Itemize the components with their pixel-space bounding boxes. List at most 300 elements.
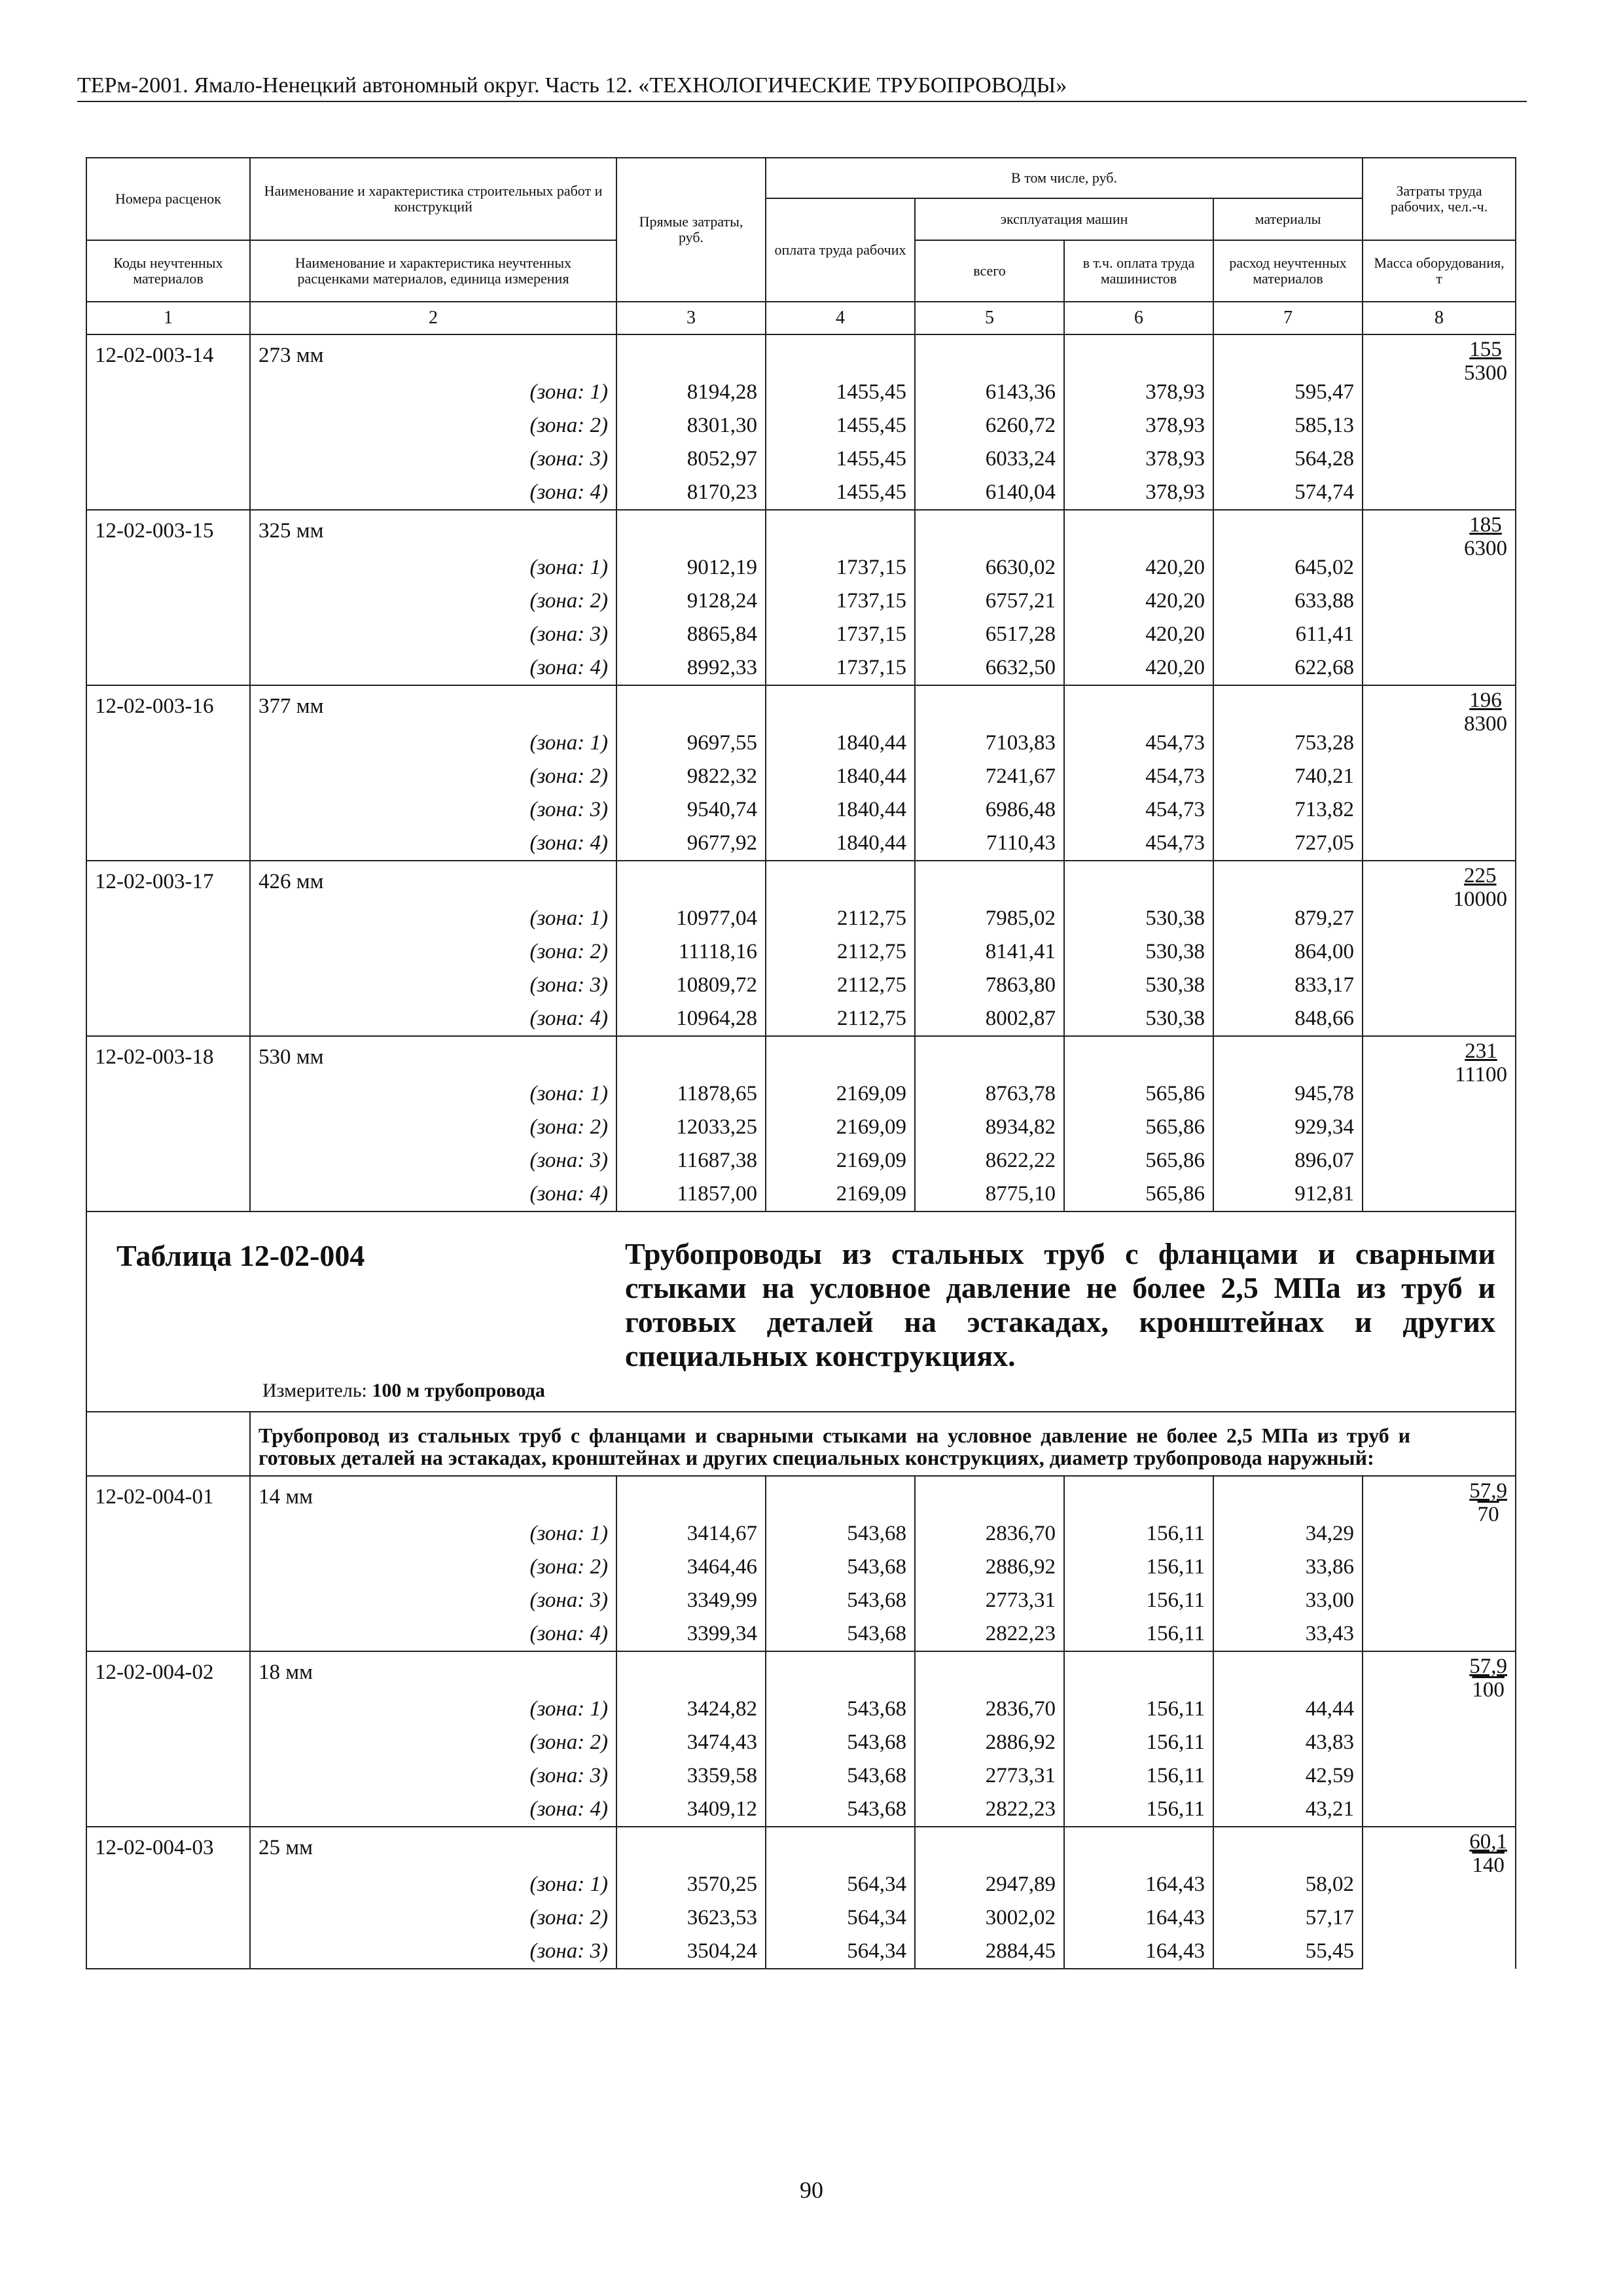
- worker-pay: 1455,45: [766, 409, 915, 442]
- direct-costs: 3414,67: [616, 1517, 766, 1551]
- materials: 44,44: [1213, 1693, 1363, 1726]
- empty-cell: [1064, 1476, 1213, 1517]
- zone-row: [86, 1759, 1516, 1793]
- table-body: [86, 158, 1516, 1969]
- worker-pay: 543,68: [766, 1551, 915, 1584]
- empty-cell: [86, 1111, 250, 1144]
- machinist-pay: 156,11: [1064, 1551, 1213, 1584]
- labor-mass-cell: [1363, 1476, 1516, 1651]
- zone-row: [86, 651, 1516, 685]
- machines-total: 6140,04: [915, 476, 1064, 510]
- empty-cell: [915, 334, 1064, 376]
- materials: 43,21: [1213, 1793, 1363, 1827]
- worker-pay: 2169,09: [766, 1177, 915, 1211]
- materials: 585,13: [1213, 409, 1363, 442]
- empty-cell: [86, 902, 250, 935]
- direct-costs: 8992,33: [616, 651, 766, 685]
- worker-pay: 2112,75: [766, 902, 915, 935]
- empty-cell: [766, 510, 915, 551]
- header-material-names: Наименование и характеристика неучтенных расценками материалов, единица измерения: [250, 240, 616, 302]
- labor-mass-cell: [1363, 510, 1516, 685]
- machinist-pay: 164,43: [1064, 1935, 1213, 1969]
- empty-cell: [86, 935, 250, 969]
- zone-label: (зона: 3): [250, 1935, 616, 1969]
- materials: 595,47: [1213, 376, 1363, 409]
- empty-cell: [766, 861, 915, 902]
- materials: 55,45: [1213, 1935, 1363, 1969]
- zone-label: (зона: 3): [250, 618, 616, 651]
- rate-name: 325 мм: [250, 510, 616, 551]
- labor-mass-cell: [1363, 334, 1516, 510]
- zone-label: (зона: 1): [250, 376, 616, 409]
- worker-pay: 564,34: [766, 1901, 915, 1935]
- empty-cell: [616, 685, 766, 726]
- materials: 848,66: [1213, 1002, 1363, 1036]
- empty-cell: [766, 1476, 915, 1517]
- zone-row: [86, 827, 1516, 861]
- machinist-pay: 164,43: [1064, 1868, 1213, 1901]
- direct-costs: 8865,84: [616, 618, 766, 651]
- empty-cell: [1213, 1651, 1363, 1693]
- machinist-pay: 565,86: [1064, 1077, 1213, 1111]
- machinist-pay: 156,11: [1064, 1517, 1213, 1551]
- empty-cell: [86, 1144, 250, 1177]
- equipment-mass: 6300: [1464, 537, 1508, 560]
- machines-total: 6517,28: [915, 618, 1064, 651]
- labor-over-mass: [1464, 513, 1507, 560]
- empty-cell: [86, 476, 250, 510]
- direct-costs: 9128,24: [616, 584, 766, 618]
- empty-cell: [86, 1935, 250, 1969]
- worker-pay: 564,34: [766, 1868, 915, 1901]
- empty-cell: [1213, 510, 1363, 551]
- empty-cell: [616, 334, 766, 376]
- labor-mass-cell: [1363, 685, 1516, 861]
- empty-cell: [86, 726, 250, 760]
- zone-row: [86, 1077, 1516, 1111]
- labor-over-mass: [1454, 864, 1508, 911]
- materials: 33,86: [1213, 1551, 1363, 1584]
- empty-cell: [1213, 861, 1363, 902]
- materials: 740,21: [1213, 760, 1363, 793]
- header-direct-costs: Прямые затраты, руб.: [616, 158, 766, 302]
- labor-over-mass: [1469, 1655, 1507, 1702]
- zone-row: [86, 1617, 1516, 1651]
- zone-label: (зона: 4): [250, 827, 616, 861]
- column-number: 7: [1213, 302, 1363, 334]
- direct-costs: 9822,32: [616, 760, 766, 793]
- zone-label: (зона: 1): [250, 1077, 616, 1111]
- labor-over-mass: [1469, 1479, 1507, 1526]
- worker-pay: 2169,09: [766, 1077, 915, 1111]
- rate-name: 273 мм: [250, 334, 616, 376]
- labor-mass-cell: [1363, 1827, 1516, 1969]
- materials: 34,29: [1213, 1517, 1363, 1551]
- worker-pay: 1840,44: [766, 760, 915, 793]
- machines-total: 7863,80: [915, 969, 1064, 1002]
- machines-total: 2836,70: [915, 1693, 1064, 1726]
- column-number: 4: [766, 302, 915, 334]
- empty-cell: [86, 1617, 250, 1651]
- machinist-pay: 420,20: [1064, 618, 1213, 651]
- machinist-pay: 454,73: [1064, 760, 1213, 793]
- zone-row: [86, 1901, 1516, 1935]
- column-number: 3: [616, 302, 766, 334]
- empty-cell: [86, 1759, 250, 1793]
- direct-costs: 3409,12: [616, 1793, 766, 1827]
- labor-mass-cell: [1363, 1036, 1516, 1211]
- zone-label: (зона: 1): [250, 1868, 616, 1901]
- materials: 574,74: [1213, 476, 1363, 510]
- empty-cell: [766, 1827, 915, 1868]
- machines-total: 2886,92: [915, 1551, 1064, 1584]
- empty-cell: [766, 1036, 915, 1077]
- direct-costs: 11118,16: [616, 935, 766, 969]
- zone-row: [86, 1793, 1516, 1827]
- header-labor-costs: Затраты труда рабочих, чел.-ч.: [1363, 158, 1516, 240]
- materials: 33,43: [1213, 1617, 1363, 1651]
- labor-costs: 60,1: [1469, 1830, 1508, 1854]
- unit-label: Измеритель:: [262, 1380, 367, 1401]
- materials: 945,78: [1213, 1077, 1363, 1111]
- machinist-pay: 530,38: [1064, 935, 1213, 969]
- empty-cell: [86, 1517, 250, 1551]
- group-title: Трубопровод из стальных труб с фланцами и сварными стыками на условное давление не более 2,5 МПа из труб и готовых деталей на эстакадах, кронштейнах и других специальных конструкциях, диаметр трубопровода наружный:: [250, 1412, 1516, 1476]
- zone-row: [86, 935, 1516, 969]
- equipment-mass: 100: [1472, 1678, 1505, 1702]
- machines-total: 2947,89: [915, 1868, 1064, 1901]
- materials: 713,82: [1213, 793, 1363, 827]
- page-header: ТЕРм-2001. Ямало-Ненецкий автономный округ. Часть 12. «ТЕХНОЛОГИЧЕСКИЕ ТРУБОПРОВОДЫ»: [77, 73, 1527, 102]
- empty-cell: [86, 969, 250, 1002]
- rate-name: 25 мм: [250, 1827, 616, 1868]
- empty-cell: [1213, 334, 1363, 376]
- zone-label: (зона: 3): [250, 793, 616, 827]
- table-name: Таблица 12-02-004: [116, 1239, 365, 1272]
- materials: 42,59: [1213, 1759, 1363, 1793]
- header-machinist-pay: в т.ч. оплата труда машинистов: [1064, 240, 1213, 302]
- empty-cell: [86, 1412, 250, 1476]
- empty-cell: [1213, 685, 1363, 726]
- empty-cell: [616, 861, 766, 902]
- header-work-name: Наименование и характеристика строительных работ и конструкций: [250, 158, 616, 240]
- zone-label: (зона: 3): [250, 1584, 616, 1617]
- empty-cell: [1213, 1827, 1363, 1868]
- worker-pay: 2169,09: [766, 1144, 915, 1177]
- materials: 611,41: [1213, 618, 1363, 651]
- table-title-cell: [86, 1211, 1516, 1412]
- direct-costs: 10809,72: [616, 969, 766, 1002]
- labor-costs: 231: [1465, 1039, 1497, 1063]
- machinist-pay: 530,38: [1064, 1002, 1213, 1036]
- zone-label: (зона: 4): [250, 651, 616, 685]
- machines-total: 8622,22: [915, 1144, 1064, 1177]
- machinist-pay: 156,11: [1064, 1693, 1213, 1726]
- empty-cell: [766, 1651, 915, 1693]
- empty-cell: [86, 793, 250, 827]
- empty-cell: [1064, 1036, 1213, 1077]
- labor-costs: 225: [1464, 864, 1497, 888]
- rate-code: 12-02-003-15: [86, 510, 250, 551]
- zone-label: (зона: 1): [250, 1693, 616, 1726]
- rate-row: [86, 1651, 1516, 1693]
- header-equipment-mass: Масса оборудования, т: [1363, 240, 1516, 302]
- machines-total: 7110,43: [915, 827, 1064, 861]
- materials: 929,34: [1213, 1111, 1363, 1144]
- worker-pay: 564,34: [766, 1935, 915, 1969]
- empty-cell: [86, 1726, 250, 1759]
- materials: 43,83: [1213, 1726, 1363, 1759]
- zone-label: (зона: 3): [250, 969, 616, 1002]
- rate-name: 18 мм: [250, 1651, 616, 1693]
- empty-cell: [86, 1868, 250, 1901]
- zone-row: [86, 376, 1516, 409]
- column-number: 8: [1363, 302, 1516, 334]
- empty-cell: [86, 1901, 250, 1935]
- machines-total: 6986,48: [915, 793, 1064, 827]
- machines-total: 6630,02: [915, 551, 1064, 584]
- table-title-block: [95, 1212, 1507, 1411]
- zone-label: (зона: 3): [250, 1759, 616, 1793]
- machines-total: 2836,70: [915, 1517, 1064, 1551]
- direct-costs: 9677,92: [616, 827, 766, 861]
- zone-row: [86, 551, 1516, 584]
- machinist-pay: 420,20: [1064, 551, 1213, 584]
- direct-costs: 3570,25: [616, 1868, 766, 1901]
- zone-row: [86, 442, 1516, 476]
- rate-code: 12-02-003-18: [86, 1036, 250, 1077]
- header-rate-numbers: Номера расценок: [86, 158, 250, 240]
- direct-costs: 10964,28: [616, 1002, 766, 1036]
- machines-total: 8002,87: [915, 1002, 1064, 1036]
- empty-cell: [86, 1551, 250, 1584]
- empty-cell: [915, 861, 1064, 902]
- materials: 633,88: [1213, 584, 1363, 618]
- column-number: 5: [915, 302, 1064, 334]
- machinist-pay: 454,73: [1064, 793, 1213, 827]
- empty-cell: [766, 334, 915, 376]
- zone-row: [86, 726, 1516, 760]
- equipment-mass: 70: [1477, 1503, 1499, 1526]
- column-numbers-row: [86, 302, 1516, 334]
- empty-cell: [1064, 861, 1213, 902]
- header-machines-total: всего: [915, 240, 1064, 302]
- rate-code: 12-02-004-02: [86, 1651, 250, 1693]
- rate-name: 530 мм: [250, 1036, 616, 1077]
- empty-cell: [616, 1036, 766, 1077]
- direct-costs: 11687,38: [616, 1144, 766, 1177]
- direct-costs: 3424,82: [616, 1693, 766, 1726]
- zone-label: (зона: 4): [250, 1177, 616, 1211]
- materials: 645,02: [1213, 551, 1363, 584]
- direct-costs: 3349,99: [616, 1584, 766, 1617]
- materials: 57,17: [1213, 1901, 1363, 1935]
- worker-pay: 1840,44: [766, 793, 915, 827]
- zone-row: [86, 409, 1516, 442]
- direct-costs: 8301,30: [616, 409, 766, 442]
- direct-costs: 8170,23: [616, 476, 766, 510]
- zone-row: [86, 902, 1516, 935]
- materials: 727,05: [1213, 827, 1363, 861]
- equipment-mass: 8300: [1464, 712, 1508, 736]
- materials: 564,28: [1213, 442, 1363, 476]
- labor-over-mass: [1469, 1830, 1507, 1877]
- zone-label: (зона: 2): [250, 935, 616, 969]
- page-number: 90: [800, 2177, 823, 2203]
- equipment-mass: 5300: [1464, 361, 1508, 385]
- worker-pay: 1455,45: [766, 476, 915, 510]
- empty-cell: [1064, 334, 1213, 376]
- zone-row: [86, 793, 1516, 827]
- labor-costs: 57,9: [1469, 1655, 1508, 1678]
- zone-label: (зона: 2): [250, 409, 616, 442]
- zone-row: [86, 476, 1516, 510]
- zone-row: [86, 969, 1516, 1002]
- rate-code: 12-02-004-01: [86, 1476, 250, 1517]
- direct-costs: 10977,04: [616, 902, 766, 935]
- worker-pay: 1737,15: [766, 584, 915, 618]
- rate-row: [86, 1476, 1516, 1517]
- empty-cell: [915, 1827, 1064, 1868]
- empty-cell: [766, 685, 915, 726]
- worker-pay: 543,68: [766, 1793, 915, 1827]
- zone-row: [86, 1584, 1516, 1617]
- zone-label: (зона: 1): [250, 1517, 616, 1551]
- machines-total: 2886,92: [915, 1726, 1064, 1759]
- zone-row: [86, 1111, 1516, 1144]
- machinist-pay: 164,43: [1064, 1901, 1213, 1935]
- zone-row: [86, 1726, 1516, 1759]
- machines-total: 2884,45: [915, 1935, 1064, 1969]
- empty-cell: [86, 584, 250, 618]
- machines-total: 2773,31: [915, 1759, 1064, 1793]
- zone-label: (зона: 4): [250, 1617, 616, 1651]
- labor-costs: 185: [1469, 513, 1502, 537]
- column-number: 6: [1064, 302, 1213, 334]
- header-machines: эксплуатация машин: [915, 198, 1213, 240]
- labor-costs: 196: [1469, 689, 1502, 712]
- zone-row: [86, 1002, 1516, 1036]
- rate-name: 14 мм: [250, 1476, 616, 1517]
- equipment-mass: 10000: [1453, 888, 1508, 911]
- rate-row: [86, 1827, 1516, 1868]
- direct-costs: 3504,24: [616, 1935, 766, 1969]
- worker-pay: 543,68: [766, 1617, 915, 1651]
- direct-costs: 3474,43: [616, 1726, 766, 1759]
- machinist-pay: 156,11: [1064, 1617, 1213, 1651]
- table-title-row: [86, 1211, 1516, 1412]
- worker-pay: 543,68: [766, 1517, 915, 1551]
- rate-code: 12-02-004-03: [86, 1827, 250, 1868]
- direct-costs: 9012,19: [616, 551, 766, 584]
- zone-row: [86, 584, 1516, 618]
- header-material-codes: Коды неучтенных материалов: [86, 240, 250, 302]
- machinist-pay: 565,86: [1064, 1177, 1213, 1211]
- worker-pay: 543,68: [766, 1726, 915, 1759]
- labor-mass-cell: [1363, 861, 1516, 1036]
- rate-code: 12-02-003-16: [86, 685, 250, 726]
- header-including: В том числе, руб.: [766, 158, 1363, 198]
- zone-label: (зона: 4): [250, 476, 616, 510]
- empty-cell: [86, 827, 250, 861]
- machinist-pay: 565,86: [1064, 1144, 1213, 1177]
- zone-row: [86, 1935, 1516, 1969]
- empty-cell: [915, 1651, 1064, 1693]
- labor-costs: 155: [1469, 338, 1502, 361]
- empty-cell: [86, 1793, 250, 1827]
- machinist-pay: 565,86: [1064, 1111, 1213, 1144]
- empty-cell: [915, 1036, 1064, 1077]
- zone-label: (зона: 2): [250, 760, 616, 793]
- rate-row: [86, 1036, 1516, 1077]
- materials: 864,00: [1213, 935, 1363, 969]
- empty-cell: [86, 1002, 250, 1036]
- machines-total: 6033,24: [915, 442, 1064, 476]
- materials: 912,81: [1213, 1177, 1363, 1211]
- direct-costs: 11878,65: [616, 1077, 766, 1111]
- group-title-row: [86, 1412, 1516, 1476]
- labor-costs: 57,9: [1469, 1479, 1508, 1503]
- measurement-unit: [262, 1380, 545, 1402]
- machines-total: 8141,41: [915, 935, 1064, 969]
- machinist-pay: 378,93: [1064, 376, 1213, 409]
- machinist-pay: 156,11: [1064, 1793, 1213, 1827]
- zone-row: [86, 618, 1516, 651]
- empty-cell: [86, 618, 250, 651]
- zone-row: [86, 1517, 1516, 1551]
- zone-label: (зона: 4): [250, 1793, 616, 1827]
- equipment-mass: 140: [1472, 1854, 1505, 1877]
- empty-cell: [86, 551, 250, 584]
- machinist-pay: 156,11: [1064, 1584, 1213, 1617]
- zone-row: [86, 1551, 1516, 1584]
- rate-name: 377 мм: [250, 685, 616, 726]
- machines-total: 2822,23: [915, 1617, 1064, 1651]
- worker-pay: 1455,45: [766, 376, 915, 409]
- zone-label: (зона: 1): [250, 902, 616, 935]
- unit-value: 100 м трубопровода: [372, 1380, 545, 1401]
- direct-costs: 9540,74: [616, 793, 766, 827]
- machinist-pay: 454,73: [1064, 827, 1213, 861]
- empty-cell: [86, 1584, 250, 1617]
- worker-pay: 2169,09: [766, 1111, 915, 1144]
- worker-pay: 1455,45: [766, 442, 915, 476]
- machines-total: 3002,02: [915, 1901, 1064, 1935]
- zone-row: [86, 760, 1516, 793]
- rate-code: 12-02-003-14: [86, 334, 250, 376]
- zone-label: (зона: 4): [250, 1002, 616, 1036]
- zone-row: [86, 1177, 1516, 1211]
- empty-cell: [616, 1651, 766, 1693]
- zone-label: (зона: 3): [250, 442, 616, 476]
- worker-pay: 2112,75: [766, 969, 915, 1002]
- materials: 879,27: [1213, 902, 1363, 935]
- empty-cell: [616, 510, 766, 551]
- empty-cell: [86, 760, 250, 793]
- machines-total: 2773,31: [915, 1584, 1064, 1617]
- machines-total: 8934,82: [915, 1111, 1064, 1144]
- empty-cell: [1064, 685, 1213, 726]
- empty-cell: [915, 685, 1064, 726]
- zone-label: (зона: 2): [250, 1901, 616, 1935]
- direct-costs: 3623,53: [616, 1901, 766, 1935]
- machines-total: 6260,72: [915, 409, 1064, 442]
- materials: 58,02: [1213, 1868, 1363, 1901]
- empty-cell: [86, 1693, 250, 1726]
- zone-label: (зона: 2): [250, 584, 616, 618]
- machinist-pay: 530,38: [1064, 969, 1213, 1002]
- empty-cell: [915, 510, 1064, 551]
